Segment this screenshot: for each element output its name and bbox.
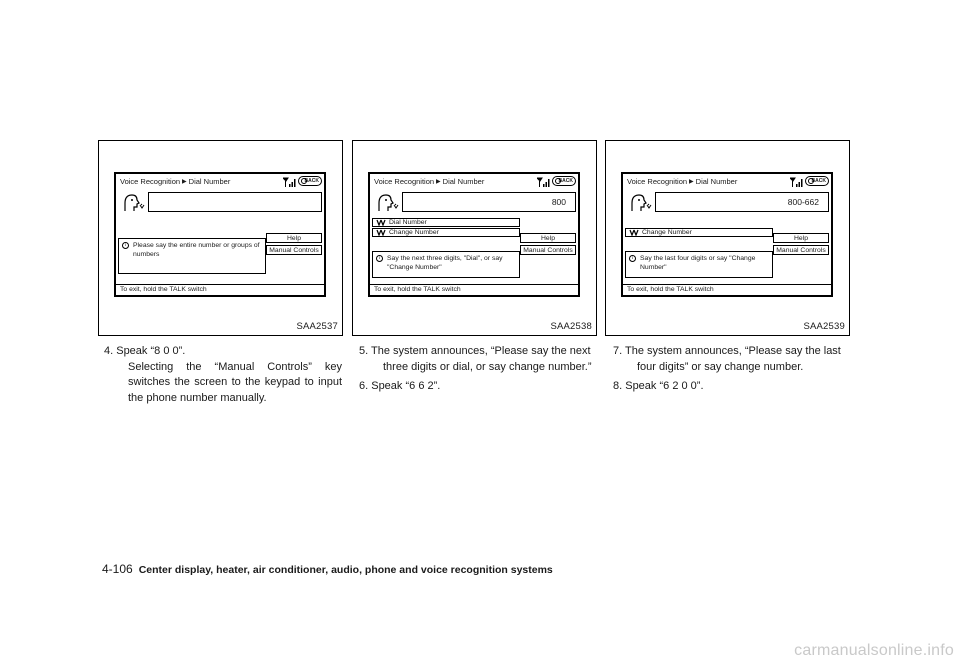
back-button[interactable]: BACK (298, 176, 322, 186)
voice-recognition-screen (621, 172, 833, 297)
voice-head-icon (629, 193, 653, 213)
voice-command-icon (376, 229, 386, 236)
prompt-box: i Say the last four digits or say "Change Number" (625, 251, 773, 278)
figure-code: SAA2538 (550, 321, 592, 332)
manual-controls-button[interactable]: Manual Controls (520, 245, 576, 255)
figure-panel-1 (98, 140, 343, 336)
section-title: Center display, heater, air conditioner, audio, phone and voice recognition systems (138, 564, 553, 576)
step-4: 4. Speak “8 0 0”. (104, 345, 186, 357)
number-display: 800-662 (655, 192, 829, 212)
step-6: 6. Speak “6 6 2”. (359, 380, 441, 392)
back-icon (808, 178, 814, 184)
column-1-text (104, 344, 342, 406)
back-button[interactable]: BACK (552, 176, 576, 186)
voice-head-icon (122, 193, 146, 213)
screen-title: Voice Recognition ▶ Dial Number (627, 177, 738, 186)
signal-icon (283, 177, 297, 187)
help-button[interactable]: Help (520, 233, 576, 243)
voice-command-icon (629, 229, 639, 236)
page-footer (102, 562, 553, 576)
menu-item-dial-number[interactable]: Dial Number (372, 218, 520, 227)
info-icon: i (376, 255, 383, 262)
step-5: 5. The system announces, “Please say the next three digits or dial, or say change number.” (359, 345, 592, 373)
screen-footer: To exit, hold the TALK switch (623, 284, 831, 295)
signal-icon (537, 177, 551, 187)
prompt-box: i Please say the entire number or groups of numbers (118, 238, 266, 274)
voice-command-icon (376, 219, 386, 226)
back-button[interactable]: BACK (805, 176, 829, 186)
voice-recognition-screen (368, 172, 580, 297)
voice-recognition-screen (114, 172, 326, 297)
menu-item-change-number[interactable]: Change Number (625, 228, 773, 237)
number-display (148, 192, 322, 212)
screen-title: Voice Recognition ▶ Dial Number (120, 177, 231, 186)
back-icon (301, 178, 307, 184)
info-icon: i (629, 255, 636, 262)
figure-panel-2 (352, 140, 597, 336)
column-2-text (359, 344, 599, 395)
manual-controls-button[interactable]: Manual Controls (773, 245, 829, 255)
help-button[interactable]: Help (773, 233, 829, 243)
step-8: 8. Speak “6 2 0 0”. (613, 380, 704, 392)
screen-title: Voice Recognition ▶ Dial Number (374, 177, 485, 186)
prompt-box: i Say the next three digits, "Dial", or say "Change Number" (372, 251, 520, 278)
menu-item-change-number[interactable]: Change Number (372, 228, 520, 237)
watermark: carmanualsonline.info (794, 642, 954, 659)
figure-panel-3 (605, 140, 850, 336)
manual-controls-button[interactable]: Manual Controls (266, 245, 322, 255)
figure-code: SAA2537 (296, 321, 338, 332)
column-3-text (613, 344, 855, 395)
info-icon: i (122, 242, 129, 249)
number-display: 800 (402, 192, 576, 212)
step-7: 7. The system announces, “Please say the last four digits” or say change number. (613, 345, 841, 373)
signal-icon (790, 177, 804, 187)
back-icon (555, 178, 561, 184)
manual-controls-note: Selecting the “Manual Controls” key switches the screen to the keypad to input the phone number manually. (128, 360, 342, 404)
figure-code: SAA2539 (803, 321, 845, 332)
screen-footer: To exit, hold the TALK switch (370, 284, 578, 295)
page-number: 4-106 (102, 562, 133, 576)
voice-head-icon (376, 193, 400, 213)
screen-footer: To exit, hold the TALK switch (116, 284, 324, 295)
help-button[interactable]: Help (266, 233, 322, 243)
